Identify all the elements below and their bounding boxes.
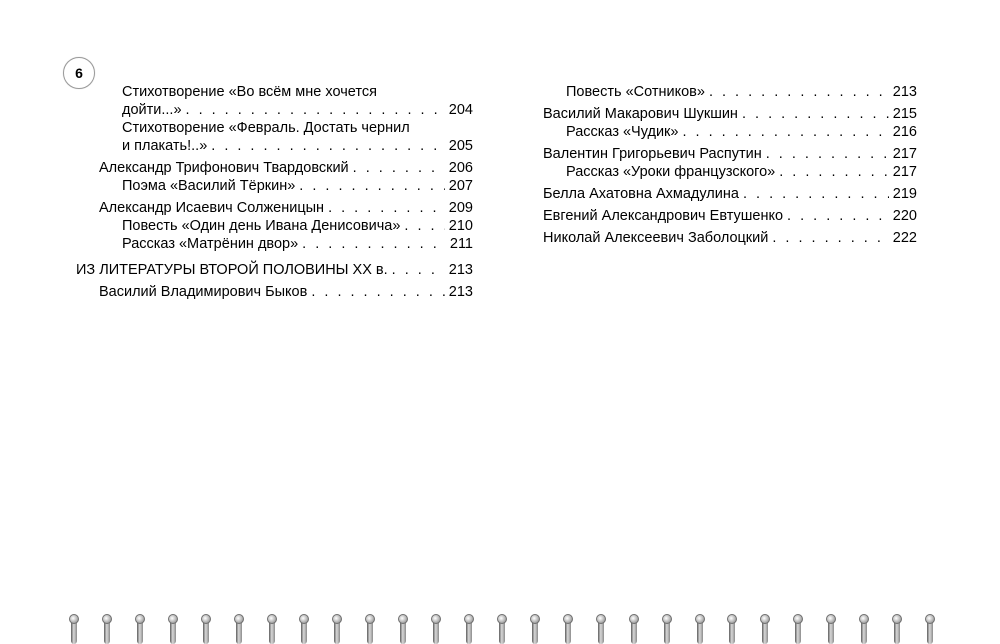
dot-leader xyxy=(211,137,445,155)
toc-entry-title: Николай Алексеевич Заболоцкий xyxy=(543,230,769,246)
binding-ring xyxy=(661,608,673,644)
toc-entry[interactable] xyxy=(76,101,473,119)
toc-entry-title: ИЗ ЛИТЕРАТУРЫ ВТОРОЙ ПОЛОВИНЫ XX в. xyxy=(76,262,388,278)
toc-entry-title: Евгений Александрович Евтушенко xyxy=(543,208,784,224)
toc-entry-page: 210 xyxy=(448,218,473,234)
toc-entry-title: Василий Владимирович Быков xyxy=(99,284,308,300)
binding-ring xyxy=(792,608,804,644)
binding-ring xyxy=(628,608,640,644)
dot-leader xyxy=(302,235,446,253)
toc-entry[interactable] xyxy=(76,261,473,279)
toc-entry[interactable] xyxy=(76,235,473,253)
toc-entry-page: 209 xyxy=(448,200,473,216)
dot-leader xyxy=(742,105,889,123)
toc-entry-title: Белла Ахатовна Ахмадулина xyxy=(543,186,739,202)
toc-entry[interactable] xyxy=(543,163,917,181)
binding-ring xyxy=(595,608,607,644)
toc-entry[interactable] xyxy=(76,199,473,217)
binding-ring xyxy=(463,608,475,644)
dot-leader xyxy=(404,217,444,235)
spiral-binding xyxy=(0,608,1000,644)
binding-ring xyxy=(298,608,310,644)
toc-entry-title: Александр Трифонович Твардовский xyxy=(99,160,349,176)
dot-leader xyxy=(392,261,445,279)
toc-entry-title: Повесть «Сотников» xyxy=(566,84,705,100)
dot-leader xyxy=(766,145,889,163)
toc-entry-page: 215 xyxy=(892,106,917,122)
toc-entry[interactable] xyxy=(543,145,917,163)
binding-ring xyxy=(562,608,574,644)
toc-entry-line xyxy=(76,83,473,101)
binding-ring xyxy=(726,608,738,644)
toc-entry-title: Стихотворение «Во всём мне хочется xyxy=(122,84,377,100)
binding-ring xyxy=(825,608,837,644)
dot-leader xyxy=(779,163,889,181)
dot-leader xyxy=(709,83,889,101)
dot-leader xyxy=(772,229,888,247)
toc-entry-page: 204 xyxy=(448,102,473,118)
toc-entry-page: 222 xyxy=(892,230,917,246)
binding-ring xyxy=(496,608,508,644)
toc-entry-title: Рассказ «Уроки французского» xyxy=(566,164,776,180)
binding-ring xyxy=(266,608,278,644)
toc-entry-page: 211 xyxy=(449,236,473,252)
toc-entry-title: Стихотворение «Февраль. Достать чернил xyxy=(122,120,410,136)
toc-entry-title: Василий Макарович Шукшин xyxy=(543,106,738,122)
toc-entry-page: 207 xyxy=(448,178,473,194)
toc-entry-page: 213 xyxy=(892,84,917,100)
toc-entry-page: 206 xyxy=(448,160,473,176)
toc-entry-page: 217 xyxy=(892,146,917,162)
binding-ring xyxy=(430,608,442,644)
binding-ring xyxy=(331,608,343,644)
binding-ring xyxy=(68,608,80,644)
binding-ring xyxy=(101,608,113,644)
toc-entry-page: 205 xyxy=(448,138,473,154)
toc-entry[interactable] xyxy=(76,137,473,155)
binding-ring xyxy=(529,608,541,644)
toc-entry-page: 219 xyxy=(892,186,917,202)
dot-leader xyxy=(299,177,445,195)
toc-entry[interactable] xyxy=(543,207,917,225)
dot-leader xyxy=(353,159,445,177)
toc-entry-title: дойти...» xyxy=(122,102,182,118)
toc-entry[interactable] xyxy=(76,283,473,301)
toc-entry-title: Валентин Григорьевич Распутин xyxy=(543,146,762,162)
page-number: 6 xyxy=(75,65,83,81)
toc-left-column xyxy=(76,83,473,301)
binding-ring xyxy=(891,608,903,644)
binding-ring xyxy=(167,608,179,644)
toc-entry-title: Рассказ «Чудик» xyxy=(566,124,679,140)
binding-ring xyxy=(200,608,212,644)
toc-entry-title: Рассказ «Матрёнин двор» xyxy=(122,236,299,252)
dot-leader xyxy=(787,207,889,225)
binding-ring xyxy=(134,608,146,644)
toc-entry[interactable] xyxy=(76,159,473,177)
toc-entry[interactable] xyxy=(543,229,917,247)
toc-entry[interactable] xyxy=(543,83,917,101)
dot-leader xyxy=(311,283,444,301)
binding-ring xyxy=(924,608,936,644)
dot-leader xyxy=(682,123,888,141)
toc-entry[interactable] xyxy=(543,123,917,141)
toc-entry[interactable] xyxy=(543,105,917,123)
toc-entry[interactable] xyxy=(76,217,473,235)
toc-entry[interactable] xyxy=(76,177,473,195)
dot-leader xyxy=(328,199,445,217)
toc-entry-page: 213 xyxy=(448,284,473,300)
toc-right-column xyxy=(543,83,917,247)
toc-entry-title: Поэма «Василий Тёркин» xyxy=(122,178,296,194)
binding-ring xyxy=(397,608,409,644)
binding-ring xyxy=(694,608,706,644)
binding-ring xyxy=(858,608,870,644)
binding-ring xyxy=(759,608,771,644)
toc-entry-title: Повесть «Один день Ивана Денисовича» xyxy=(122,218,401,234)
binding-ring xyxy=(364,608,376,644)
toc-entry-page: 213 xyxy=(448,262,473,278)
toc-entry-title: Александр Исаевич Солженицын xyxy=(99,200,325,216)
toc-entry-page: 217 xyxy=(892,164,917,180)
toc-entry-title: и плакать!..» xyxy=(122,138,208,154)
toc-entry[interactable] xyxy=(543,185,917,203)
toc-entry-line xyxy=(76,119,473,137)
dot-leader xyxy=(186,101,445,119)
dot-leader xyxy=(743,185,889,203)
toc-entry-page: 216 xyxy=(892,124,917,140)
toc-entry-page: 220 xyxy=(892,208,917,224)
binding-ring xyxy=(233,608,245,644)
